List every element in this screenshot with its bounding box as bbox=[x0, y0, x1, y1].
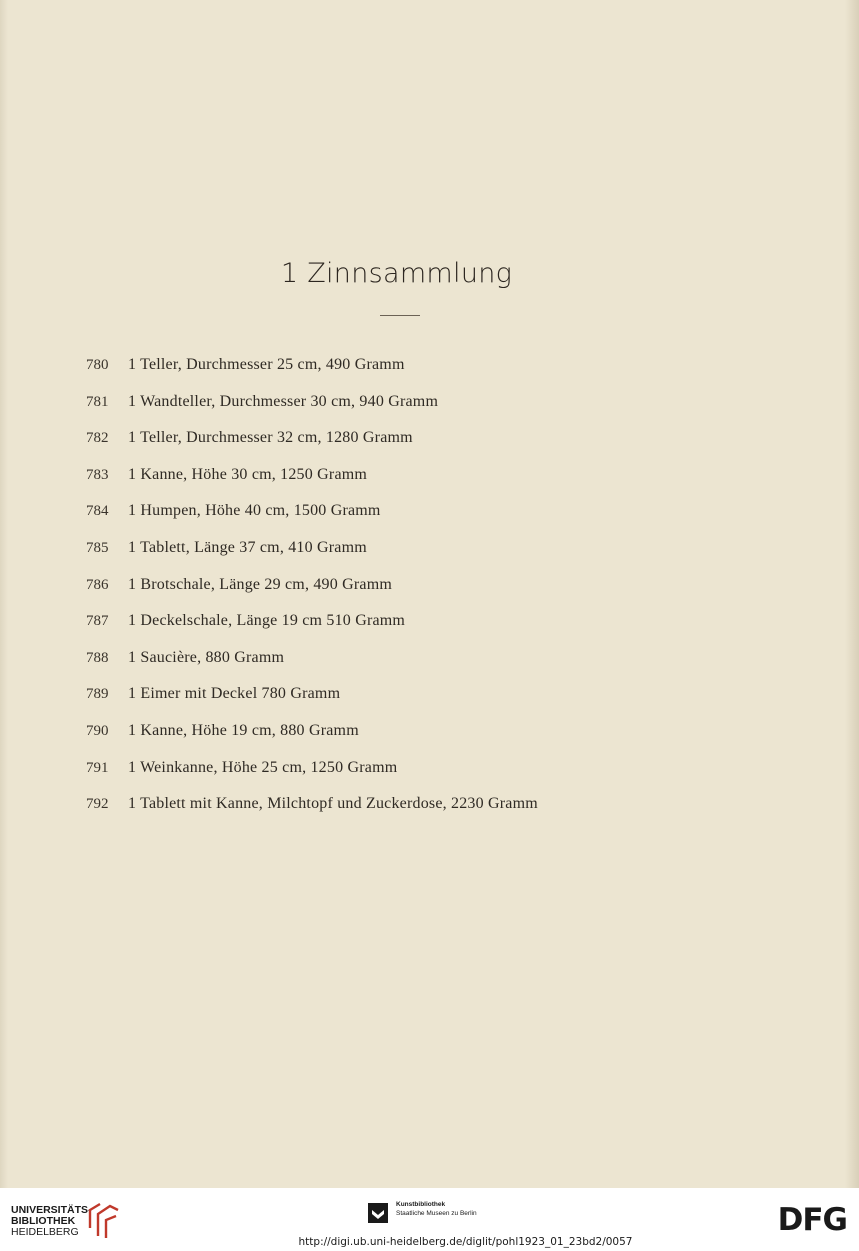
dfg-logo[interactable]: DFG bbox=[777, 1202, 847, 1238]
item-number: 791 bbox=[86, 759, 109, 776]
item-number: 782 bbox=[86, 430, 109, 447]
item-number: 787 bbox=[86, 613, 109, 630]
item-number: 788 bbox=[86, 649, 109, 666]
catalog-item bbox=[86, 429, 538, 466]
catalog-item bbox=[86, 502, 538, 539]
item-number: 790 bbox=[86, 722, 109, 739]
item-description: 1 Kanne, Höhe 30 cm, 1250 Gramm bbox=[128, 465, 368, 483]
item-description: 1 Eimer mit Deckel 780 Gramm bbox=[128, 685, 341, 703]
permalink-url[interactable]: http://digi.ub.uni-heidelberg.de/diglit/pohl1923_01_23bd2/0057 bbox=[298, 1236, 633, 1248]
catalog-item bbox=[86, 356, 538, 393]
item-number: 781 bbox=[86, 393, 109, 410]
item-description: 1 Kanne, Höhe 19 cm, 880 Gramm bbox=[128, 721, 359, 739]
item-number: 780 bbox=[86, 357, 109, 373]
kunstbibliothek-subtitle: Staatliche Museen zu Berlin bbox=[396, 1210, 477, 1217]
catalog-item bbox=[86, 393, 538, 430]
kunstbibliothek-logo-text[interactable] bbox=[396, 1200, 477, 1218]
item-number: 783 bbox=[86, 466, 109, 483]
kunstbibliothek-name: Kunstbibliothek bbox=[396, 1201, 446, 1208]
item-number: 786 bbox=[86, 576, 109, 593]
item-description: 1 Teller, Durchmesser 32 cm, 1280 Gramm bbox=[128, 429, 413, 447]
ub-logo-line1: UNIVERSITÄTS- bbox=[11, 1204, 92, 1216]
item-description: 1 Brotschale, Länge 29 cm, 490 Gramm bbox=[128, 575, 393, 593]
item-description: 1 Teller, Durchmesser 25 cm, 490 Gramm bbox=[128, 356, 405, 373]
item-description: 1 Tablett, Länge 37 cm, 410 Gramm bbox=[128, 538, 367, 556]
item-description: 1 Wandteller, Durchmesser 30 cm, 940 Gramm bbox=[128, 392, 439, 410]
item-description: 1 Saucière, 880 Gramm bbox=[128, 648, 285, 666]
item-description: 1 Weinkanne, Höhe 25 cm, 1250 Gramm bbox=[128, 758, 398, 776]
catalog-item bbox=[86, 539, 538, 576]
item-description: 1 Humpen, Höhe 40 cm, 1500 Gramm bbox=[128, 502, 381, 520]
catalog-item bbox=[86, 612, 538, 649]
item-number: 785 bbox=[86, 539, 109, 556]
catalog-item-list bbox=[86, 356, 538, 832]
catalog-item bbox=[86, 795, 538, 832]
ub-logo-line3: HEIDELBERG bbox=[11, 1226, 79, 1238]
item-number: 792 bbox=[86, 796, 109, 813]
catalog-item bbox=[86, 649, 538, 686]
catalog-item bbox=[86, 576, 538, 613]
item-description: 1 Deckelschale, Länge 19 cm 510 Gramm bbox=[128, 612, 406, 630]
catalog-item bbox=[86, 685, 538, 722]
item-number: 784 bbox=[86, 503, 109, 520]
university-library-logo[interactable] bbox=[11, 1205, 92, 1238]
page-title: 1 Zinnsammlung bbox=[280, 258, 513, 289]
ub-logo-line2: BIBLIOTHEK bbox=[11, 1215, 76, 1227]
title-divider bbox=[380, 315, 420, 316]
ub-logo-mark-icon bbox=[86, 1198, 122, 1240]
catalog-item bbox=[86, 466, 538, 503]
item-number: 789 bbox=[86, 686, 109, 703]
page-edge-shadow-right bbox=[845, 0, 859, 1188]
catalog-item bbox=[86, 759, 538, 796]
footer-bar bbox=[0, 1188, 859, 1251]
item-description: 1 Tablett mit Kanne, Milchtopf und Zuckerdose, 2230 Gramm bbox=[128, 795, 538, 813]
kunstbibliothek-logo-icon bbox=[366, 1201, 390, 1225]
catalog-item bbox=[86, 722, 538, 759]
page-edge-shadow-left bbox=[0, 0, 8, 1188]
